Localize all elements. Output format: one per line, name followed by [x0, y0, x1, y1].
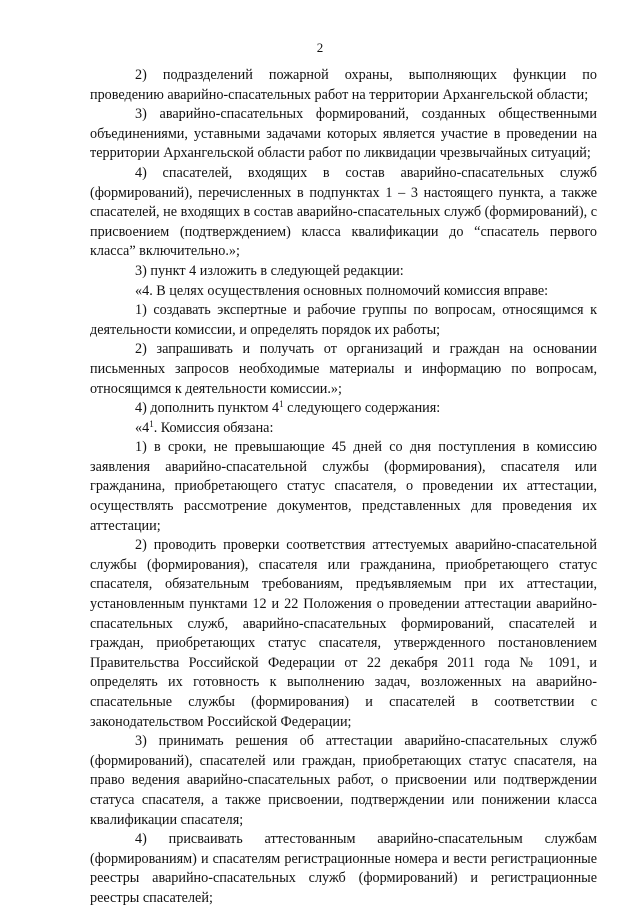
paragraph-duty-1: 1) в сроки, не превышающие 45 дней со дня поступления в комиссию заявления аварийно-спасательной службы (формирования), спасателя или гражданина, приобретающего статус спасателя, о проведении их аттестации, осуществлять рассмотрение документов, представленных для проведения их аттестации; — [90, 439, 597, 534]
paragraph-item-2: 2) подразделений пожарной охраны, выполняющих функции по проведению аварийно-спасательных работ на территории Архангельской области; — [90, 67, 597, 103]
amend-4-post: следующего содержания: — [283, 400, 441, 417]
paragraph-amend-3: 3) пункт 4 изложить в следующей редакции: — [135, 262, 404, 279]
paragraph-duty-3: 3) принимать решения об аттестации аварийно-спасательных служб (формирований), спасателей или граждан, приобретающих статус спасателя, на право ведения аварийно-спасательных работ, о присвоении или подтверждении статуса спасателя, а также присвоении, подтверждении или понижении класса квалификации спасателя; — [90, 733, 597, 828]
paragraph-amend-4 — [90, 399, 597, 419]
paragraph-right-2: 2) запрашивать и получать от организаций и граждан на основании письменных запросов необходимые материалы и информацию по вопросам, относящимся к деятельности комиссии.»; — [90, 341, 597, 397]
amend-4-sup: 1 — [279, 399, 284, 410]
paragraph-point-4-1 — [90, 419, 597, 439]
amend-4-pre: 4) дополнить пунктом 4 — [135, 400, 280, 417]
point-4-1-sup: 1 — [149, 418, 154, 429]
point-4-1-pre: «4 — [135, 419, 150, 436]
document-body — [90, 66, 597, 909]
page-number: 2 — [316, 40, 324, 55]
paragraph-item-4: 4) спасателей, входящих в состав аварийно-спасательных служб (формирований), перечисленных в подпунктах 1 – 3 настоящего пункта, а также спасателей, не входящих в состав аварийно-спасательных служб (формирований), с присвоением (подтверждением) класса квалификации до “спасатель первого класса” включительно.»; — [90, 164, 597, 260]
point-4-1-post: . Комиссия обязана: — [153, 419, 274, 436]
paragraph-right-1: 1) создавать экспертные и рабочие группы по вопросам, относящимся к деятельности комиссии, и определять порядок их работы; — [90, 302, 597, 338]
paragraph-item-3: 3) аварийно-спасательных формирований, созданных общественными объединениями, уставными задачами которых является участие в проведении на территории Архангельской области работ по ликвидации чрезвычайных ситуаций; — [90, 106, 597, 162]
paragraph-duty-4: 4) присваивать аттестованным аварийно-спасательным службам (формированиям) и спасателям регистрационные номера и вести регистрационные реестры аварийно-спасательных служб (формирований) и регистрационные реестры спасателей; — [90, 831, 597, 906]
paragraph-point-4: «4. В целях осуществления основных полномочий комиссия вправе: — [135, 282, 549, 299]
paragraph-duty-2: 2) проводить проверки соответствия аттестуемых аварийно-спасательной службы (формирования), спасателя или гражданина, приобретающего статус спасателя, обязательным требованиям, предъявляемым при их аттестации, установленным пунктами 12 и 22 Положения о проведении аттестации аварийно-спасательных служб, аварийно-спасательных формирований, спасателей и граждан, приобретающих статус спасателя, утвержденного постановлением Правительства Российской Федерации от 22 декабря 2011 года № 1091, и определять их готовность к выполнению задач, возложенных на аварийно-спасательные службы (формирования) и спасателей в соответствии с законодательством Российской Федерации; — [90, 537, 597, 730]
